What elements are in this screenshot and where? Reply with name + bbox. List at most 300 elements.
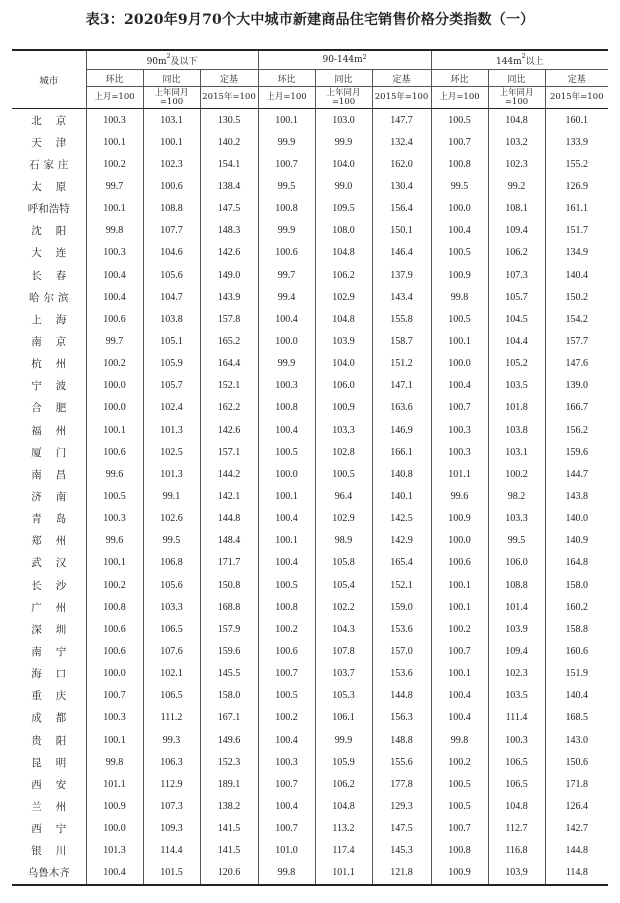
value-cell-small-mom: 99.6 — [86, 463, 143, 485]
value-cell-large-yoy: 103.2 — [488, 131, 545, 153]
value-cell-large-yoy: 106.5 — [488, 773, 545, 795]
value-cell-small-fixed: 145.5 — [200, 663, 258, 685]
city-name-cell — [12, 640, 86, 662]
value-cell-large-mom: 100.5 — [431, 773, 488, 795]
city-name: 西安 — [31, 778, 81, 791]
value-cell-medium-yoy: 104.8 — [315, 795, 372, 817]
value-cell-small-fixed: 138.4 — [200, 175, 258, 197]
city-name-cell — [12, 618, 86, 640]
value-cell-small-yoy: 109.3 — [143, 818, 200, 840]
value-cell-medium-yoy: 106.1 — [315, 707, 372, 729]
table-row — [12, 640, 608, 662]
value-cell-medium-mom: 100.4 — [258, 508, 315, 530]
city-name: 郑州 — [31, 535, 81, 548]
value-cell-medium-fixed: 152.1 — [372, 574, 431, 596]
value-cell-large-mom: 100.7 — [431, 131, 488, 153]
value-cell-large-mom: 100.3 — [431, 419, 488, 441]
value-cell-large-yoy: 105.2 — [488, 353, 545, 375]
table-row — [12, 596, 608, 618]
value-cell-large-yoy: 108.8 — [488, 574, 545, 596]
metric-yoy: 同比 — [143, 70, 200, 87]
value-cell-medium-yoy: 105.4 — [315, 574, 372, 596]
value-cell-medium-fixed: 150.1 — [372, 220, 431, 242]
city-name-cell — [12, 308, 86, 330]
metric-yoy: 同比 — [315, 70, 372, 87]
value-cell-small-yoy: 106.5 — [143, 618, 200, 640]
city-name-cell — [12, 109, 86, 132]
price-index-table — [12, 49, 608, 886]
value-cell-small-yoy: 99.5 — [143, 530, 200, 552]
city-name: 哈尔滨 — [29, 291, 73, 304]
value-cell-large-yoy: 103.9 — [488, 618, 545, 640]
value-cell-small-fixed: 147.5 — [200, 198, 258, 220]
value-cell-medium-fixed: 147.5 — [372, 818, 431, 840]
value-cell-large-fixed: 144.7 — [545, 463, 608, 485]
value-cell-small-yoy: 105.1 — [143, 330, 200, 352]
city-name-cell — [12, 397, 86, 419]
value-cell-medium-fixed: 140.8 — [372, 463, 431, 485]
value-cell-large-mom: 100.1 — [431, 330, 488, 352]
value-cell-large-fixed: 154.2 — [545, 308, 608, 330]
table-row — [12, 707, 608, 729]
value-cell-medium-fixed: 146.9 — [372, 419, 431, 441]
value-cell-large-fixed: 134.9 — [545, 242, 608, 264]
base-yoy: 上年同月=100 — [488, 87, 545, 109]
value-cell-large-fixed: 126.4 — [545, 795, 608, 817]
value-cell-small-mom: 100.6 — [86, 441, 143, 463]
value-cell-small-fixed: 148.3 — [200, 220, 258, 242]
table-row — [12, 109, 608, 132]
metric-mom: 环比 — [86, 70, 143, 87]
value-cell-medium-fixed: 129.3 — [372, 795, 431, 817]
table-row — [12, 353, 608, 375]
value-cell-small-yoy: 99.1 — [143, 485, 200, 507]
value-cell-large-fixed: 159.6 — [545, 441, 608, 463]
value-cell-medium-mom: 100.0 — [258, 330, 315, 352]
value-cell-medium-fixed: 166.1 — [372, 441, 431, 463]
city-name-cell — [12, 264, 86, 286]
value-cell-large-fixed: 140.0 — [545, 508, 608, 530]
value-cell-large-mom: 100.7 — [431, 640, 488, 662]
city-name: 南昌 — [31, 468, 81, 481]
city-name: 南京 — [31, 335, 81, 348]
value-cell-large-fixed: 151.9 — [545, 663, 608, 685]
city-name-cell — [12, 773, 86, 795]
value-cell-large-fixed: 144.8 — [545, 840, 608, 862]
value-cell-medium-yoy: 104.8 — [315, 242, 372, 264]
value-cell-large-fixed: 158.8 — [545, 618, 608, 640]
value-cell-small-fixed: 144.8 — [200, 508, 258, 530]
city-name: 乌鲁木齐 — [27, 867, 70, 880]
value-cell-large-fixed: 160.1 — [545, 109, 608, 132]
table-row — [12, 463, 608, 485]
value-cell-small-mom: 100.1 — [86, 419, 143, 441]
base-yoy: 上年同月=100 — [143, 87, 200, 109]
value-cell-medium-mom: 100.4 — [258, 419, 315, 441]
value-cell-large-fixed: 140.4 — [545, 685, 608, 707]
table-row — [12, 663, 608, 685]
value-cell-medium-yoy: 102.9 — [315, 286, 372, 308]
city-name-cell — [12, 729, 86, 751]
value-cell-medium-fixed: 153.6 — [372, 663, 431, 685]
value-cell-small-mom: 100.9 — [86, 795, 143, 817]
value-cell-medium-fixed: 147.7 — [372, 109, 431, 132]
value-cell-medium-yoy: 104.8 — [315, 308, 372, 330]
city-name-cell — [12, 375, 86, 397]
value-cell-large-fixed: 157.7 — [545, 330, 608, 352]
value-cell-small-fixed: 141.5 — [200, 840, 258, 862]
value-cell-medium-fixed: 132.4 — [372, 131, 431, 153]
city-name-cell — [12, 485, 86, 507]
city-name-cell — [12, 441, 86, 463]
value-cell-large-yoy: 104.4 — [488, 330, 545, 352]
city-name-cell — [12, 508, 86, 530]
value-cell-medium-mom: 100.1 — [258, 485, 315, 507]
value-cell-small-mom: 100.4 — [86, 286, 143, 308]
value-cell-medium-yoy: 105.3 — [315, 685, 372, 707]
city-name: 合肥 — [31, 402, 81, 415]
value-cell-medium-fixed: 130.4 — [372, 175, 431, 197]
value-cell-large-yoy: 106.2 — [488, 242, 545, 264]
value-cell-small-yoy: 103.8 — [143, 308, 200, 330]
value-cell-large-mom: 100.9 — [431, 508, 488, 530]
value-cell-medium-yoy: 102.2 — [315, 596, 372, 618]
value-cell-medium-mom: 99.9 — [258, 131, 315, 153]
value-cell-small-fixed: 141.5 — [200, 818, 258, 840]
table-row — [12, 685, 608, 707]
value-cell-small-yoy: 111.2 — [143, 707, 200, 729]
value-cell-small-mom: 100.4 — [86, 862, 143, 885]
value-cell-small-mom: 100.6 — [86, 618, 143, 640]
value-cell-small-mom: 100.6 — [86, 640, 143, 662]
value-cell-medium-mom: 100.6 — [258, 640, 315, 662]
value-cell-large-mom: 100.1 — [431, 574, 488, 596]
value-cell-medium-yoy: 104.3 — [315, 618, 372, 640]
value-cell-large-fixed: 140.4 — [545, 264, 608, 286]
city-column-header: 城市 — [12, 50, 86, 109]
city-name-cell — [12, 840, 86, 862]
value-cell-small-yoy: 104.7 — [143, 286, 200, 308]
value-cell-small-mom: 99.8 — [86, 220, 143, 242]
value-cell-medium-fixed: 144.8 — [372, 685, 431, 707]
value-cell-small-fixed: 149.0 — [200, 264, 258, 286]
value-cell-medium-fixed: 137.9 — [372, 264, 431, 286]
value-cell-large-mom: 100.4 — [431, 707, 488, 729]
value-cell-large-mom: 100.5 — [431, 109, 488, 132]
value-cell-small-fixed: 138.2 — [200, 795, 258, 817]
value-cell-medium-yoy: 102.9 — [315, 508, 372, 530]
value-cell-large-mom: 100.1 — [431, 663, 488, 685]
city-name-cell — [12, 663, 86, 685]
value-cell-large-yoy: 99.5 — [488, 530, 545, 552]
value-cell-large-mom: 100.0 — [431, 353, 488, 375]
city-name: 昆明 — [31, 756, 81, 769]
value-cell-medium-yoy: 104.0 — [315, 353, 372, 375]
value-cell-large-yoy: 111.4 — [488, 707, 545, 729]
value-cell-medium-fixed: 146.4 — [372, 242, 431, 264]
value-cell-large-yoy: 100.2 — [488, 463, 545, 485]
value-cell-small-mom: 100.0 — [86, 663, 143, 685]
value-cell-medium-fixed: 121.8 — [372, 862, 431, 885]
value-cell-medium-yoy: 113.2 — [315, 818, 372, 840]
value-cell-large-yoy: 103.5 — [488, 685, 545, 707]
table-header — [12, 50, 608, 109]
value-cell-medium-mom: 100.4 — [258, 729, 315, 751]
table-row — [12, 618, 608, 640]
value-cell-large-yoy: 116.8 — [488, 840, 545, 862]
value-cell-large-yoy: 104.8 — [488, 795, 545, 817]
value-cell-medium-yoy: 100.5 — [315, 463, 372, 485]
value-cell-medium-fixed: 162.0 — [372, 153, 431, 175]
city-name-cell — [12, 131, 86, 153]
value-cell-large-mom: 100.8 — [431, 153, 488, 175]
city-name: 太原 — [31, 180, 81, 193]
value-cell-small-yoy: 102.3 — [143, 153, 200, 175]
value-cell-medium-fixed: 156.4 — [372, 198, 431, 220]
value-cell-medium-mom: 100.7 — [258, 663, 315, 685]
value-cell-medium-fixed: 165.4 — [372, 552, 431, 574]
city-name: 青岛 — [31, 513, 81, 526]
value-cell-small-fixed: 148.4 — [200, 530, 258, 552]
value-cell-small-fixed: 142.1 — [200, 485, 258, 507]
city-name: 成都 — [31, 712, 81, 725]
value-cell-small-fixed: 189.1 — [200, 773, 258, 795]
city-name: 南宁 — [31, 645, 81, 658]
metric-fixed-base: 定基 — [372, 70, 431, 87]
value-cell-small-mom: 100.3 — [86, 707, 143, 729]
value-cell-large-fixed: 139.0 — [545, 375, 608, 397]
city-name: 厦门 — [31, 446, 81, 459]
value-cell-medium-mom: 99.7 — [258, 264, 315, 286]
value-cell-large-mom: 100.7 — [431, 818, 488, 840]
value-cell-medium-fixed: 155.8 — [372, 308, 431, 330]
value-cell-large-yoy: 101.4 — [488, 596, 545, 618]
value-cell-medium-mom: 100.5 — [258, 574, 315, 596]
value-cell-large-mom: 99.8 — [431, 286, 488, 308]
value-cell-large-mom: 100.5 — [431, 242, 488, 264]
table-row — [12, 441, 608, 463]
value-cell-small-mom: 100.3 — [86, 109, 143, 132]
value-cell-small-yoy: 107.6 — [143, 640, 200, 662]
table-row — [12, 574, 608, 596]
value-cell-large-fixed: 142.7 — [545, 818, 608, 840]
value-cell-medium-mom: 100.7 — [258, 153, 315, 175]
value-cell-large-yoy: 104.5 — [488, 308, 545, 330]
value-cell-medium-mom: 100.8 — [258, 198, 315, 220]
table-row — [12, 729, 608, 751]
value-cell-large-yoy: 106.5 — [488, 751, 545, 773]
value-cell-large-mom: 100.4 — [431, 375, 488, 397]
value-cell-small-fixed: 154.1 — [200, 153, 258, 175]
value-cell-medium-mom: 99.9 — [258, 353, 315, 375]
value-cell-large-fixed: 164.8 — [545, 552, 608, 574]
value-cell-small-fixed: 142.6 — [200, 242, 258, 264]
value-cell-small-mom: 100.2 — [86, 574, 143, 596]
value-cell-large-yoy: 108.1 — [488, 198, 545, 220]
base-fixed: 2015年=100 — [372, 87, 431, 109]
city-name: 银川 — [31, 845, 81, 858]
value-cell-small-mom: 100.1 — [86, 729, 143, 751]
value-cell-medium-yoy: 102.8 — [315, 441, 372, 463]
value-cell-large-mom: 100.9 — [431, 264, 488, 286]
value-cell-small-mom: 100.0 — [86, 818, 143, 840]
value-cell-large-yoy: 100.3 — [488, 729, 545, 751]
value-cell-large-mom: 100.6 — [431, 552, 488, 574]
value-cell-medium-fixed: 159.0 — [372, 596, 431, 618]
city-name: 武汉 — [31, 557, 81, 570]
value-cell-small-yoy: 106.3 — [143, 751, 200, 773]
value-cell-large-fixed: 150.2 — [545, 286, 608, 308]
city-name: 呼和浩特 — [27, 203, 70, 216]
value-cell-small-yoy: 100.1 — [143, 131, 200, 153]
value-cell-medium-mom: 99.8 — [258, 862, 315, 885]
table-row — [12, 508, 608, 530]
value-cell-small-mom: 100.0 — [86, 375, 143, 397]
value-cell-large-fixed: 171.8 — [545, 773, 608, 795]
value-cell-medium-fixed: 148.8 — [372, 729, 431, 751]
value-cell-medium-yoy: 106.0 — [315, 375, 372, 397]
value-cell-large-fixed: 126.9 — [545, 175, 608, 197]
value-cell-large-mom: 100.1 — [431, 596, 488, 618]
value-cell-medium-yoy: 96.4 — [315, 485, 372, 507]
value-cell-large-mom: 101.1 — [431, 463, 488, 485]
value-cell-small-mom: 100.1 — [86, 131, 143, 153]
value-cell-small-mom: 100.0 — [86, 397, 143, 419]
value-cell-small-mom: 100.3 — [86, 508, 143, 530]
value-cell-small-fixed: 158.0 — [200, 685, 258, 707]
city-name: 西宁 — [31, 823, 81, 836]
value-cell-small-fixed: 159.6 — [200, 640, 258, 662]
value-cell-large-fixed: 155.2 — [545, 153, 608, 175]
city-name-cell — [12, 552, 86, 574]
value-cell-large-fixed: 151.7 — [545, 220, 608, 242]
value-cell-small-mom: 99.8 — [86, 751, 143, 773]
value-cell-medium-yoy: 106.2 — [315, 773, 372, 795]
table-row — [12, 220, 608, 242]
value-cell-medium-yoy: 106.2 — [315, 264, 372, 286]
value-cell-medium-mom: 100.4 — [258, 552, 315, 574]
value-cell-large-mom: 99.5 — [431, 175, 488, 197]
value-cell-medium-mom: 101.0 — [258, 840, 315, 862]
value-cell-large-yoy: 102.3 — [488, 663, 545, 685]
city-name: 北京 — [31, 114, 81, 127]
value-cell-large-mom: 100.2 — [431, 751, 488, 773]
value-cell-small-yoy: 99.3 — [143, 729, 200, 751]
value-cell-medium-fixed: 145.3 — [372, 840, 431, 862]
value-cell-medium-yoy: 107.8 — [315, 640, 372, 662]
value-cell-large-mom: 100.0 — [431, 198, 488, 220]
value-cell-small-mom: 100.2 — [86, 353, 143, 375]
value-cell-large-yoy: 109.4 — [488, 220, 545, 242]
city-name-cell — [12, 175, 86, 197]
value-cell-large-mom: 100.7 — [431, 397, 488, 419]
value-cell-small-fixed: 152.3 — [200, 751, 258, 773]
value-cell-small-yoy: 102.6 — [143, 508, 200, 530]
value-cell-small-mom: 100.2 — [86, 153, 143, 175]
value-cell-medium-mom: 100.7 — [258, 818, 315, 840]
city-name-cell — [12, 353, 86, 375]
value-cell-medium-fixed: 147.1 — [372, 375, 431, 397]
value-cell-medium-mom: 100.2 — [258, 707, 315, 729]
value-cell-small-yoy: 103.1 — [143, 109, 200, 132]
value-cell-small-yoy: 105.6 — [143, 574, 200, 596]
table-row — [12, 751, 608, 773]
value-cell-small-yoy: 105.9 — [143, 353, 200, 375]
metric-fixed-base: 定基 — [200, 70, 258, 87]
table-row — [12, 242, 608, 264]
table-row — [12, 131, 608, 153]
city-name-cell — [12, 795, 86, 817]
value-cell-medium-yoy: 99.9 — [315, 729, 372, 751]
value-cell-medium-mom: 100.4 — [258, 308, 315, 330]
value-cell-small-fixed: 165.2 — [200, 330, 258, 352]
group-header-large: $144m^2$以上 — [431, 50, 608, 70]
city-name-cell — [12, 286, 86, 308]
table-row — [12, 198, 608, 220]
base-mom: 上月=100 — [258, 87, 315, 109]
city-name: 杭州 — [31, 358, 81, 371]
group-header-small: $90m^2$及以下 — [86, 50, 258, 70]
value-cell-small-mom: 100.7 — [86, 685, 143, 707]
value-cell-small-mom: 99.6 — [86, 530, 143, 552]
city-name-cell — [12, 751, 86, 773]
city-name: 天津 — [31, 136, 81, 149]
value-cell-medium-mom: 99.4 — [258, 286, 315, 308]
value-cell-medium-mom: 100.0 — [258, 463, 315, 485]
value-cell-medium-mom: 100.3 — [258, 751, 315, 773]
value-cell-medium-fixed: 163.6 — [372, 397, 431, 419]
value-cell-medium-fixed: 142.9 — [372, 530, 431, 552]
value-cell-small-yoy: 101.3 — [143, 419, 200, 441]
value-cell-small-yoy: 107.7 — [143, 220, 200, 242]
city-name-cell — [12, 419, 86, 441]
value-cell-small-mom: 99.7 — [86, 175, 143, 197]
value-cell-large-fixed: 140.9 — [545, 530, 608, 552]
city-name: 石家庄 — [29, 158, 73, 171]
city-name-cell — [12, 220, 86, 242]
table-row — [12, 862, 608, 885]
table-title: 表3：2020年9月70个大中城市新建商品住宅销售价格分类指数（一） — [85, 12, 535, 28]
city-name: 长春 — [31, 269, 81, 282]
base-fixed: 2015年=100 — [200, 87, 258, 109]
value-cell-small-yoy: 107.3 — [143, 795, 200, 817]
value-cell-large-fixed: 147.6 — [545, 353, 608, 375]
base-fixed: 2015年=100 — [545, 87, 608, 109]
value-cell-medium-mom: 99.9 — [258, 220, 315, 242]
value-cell-large-yoy: 98.2 — [488, 485, 545, 507]
value-cell-small-fixed: 157.9 — [200, 618, 258, 640]
value-cell-large-mom: 100.4 — [431, 685, 488, 707]
value-cell-medium-fixed: 151.2 — [372, 353, 431, 375]
value-cell-large-yoy: 109.4 — [488, 640, 545, 662]
value-cell-large-yoy: 103.8 — [488, 419, 545, 441]
value-cell-medium-mom: 100.5 — [258, 441, 315, 463]
city-name: 海口 — [31, 668, 81, 681]
city-name: 重庆 — [31, 690, 81, 703]
city-name: 宁波 — [31, 380, 81, 393]
table-row — [12, 330, 608, 352]
value-cell-medium-fixed: 158.7 — [372, 330, 431, 352]
value-cell-large-yoy: 103.9 — [488, 862, 545, 885]
value-cell-medium-mom: 100.4 — [258, 795, 315, 817]
value-cell-small-fixed: 140.2 — [200, 131, 258, 153]
table-row — [12, 264, 608, 286]
table-row — [12, 485, 608, 507]
value-cell-small-mom: 100.4 — [86, 264, 143, 286]
metric-fixed-base: 定基 — [545, 70, 608, 87]
table-row — [12, 552, 608, 574]
value-cell-large-fixed: 161.1 — [545, 198, 608, 220]
